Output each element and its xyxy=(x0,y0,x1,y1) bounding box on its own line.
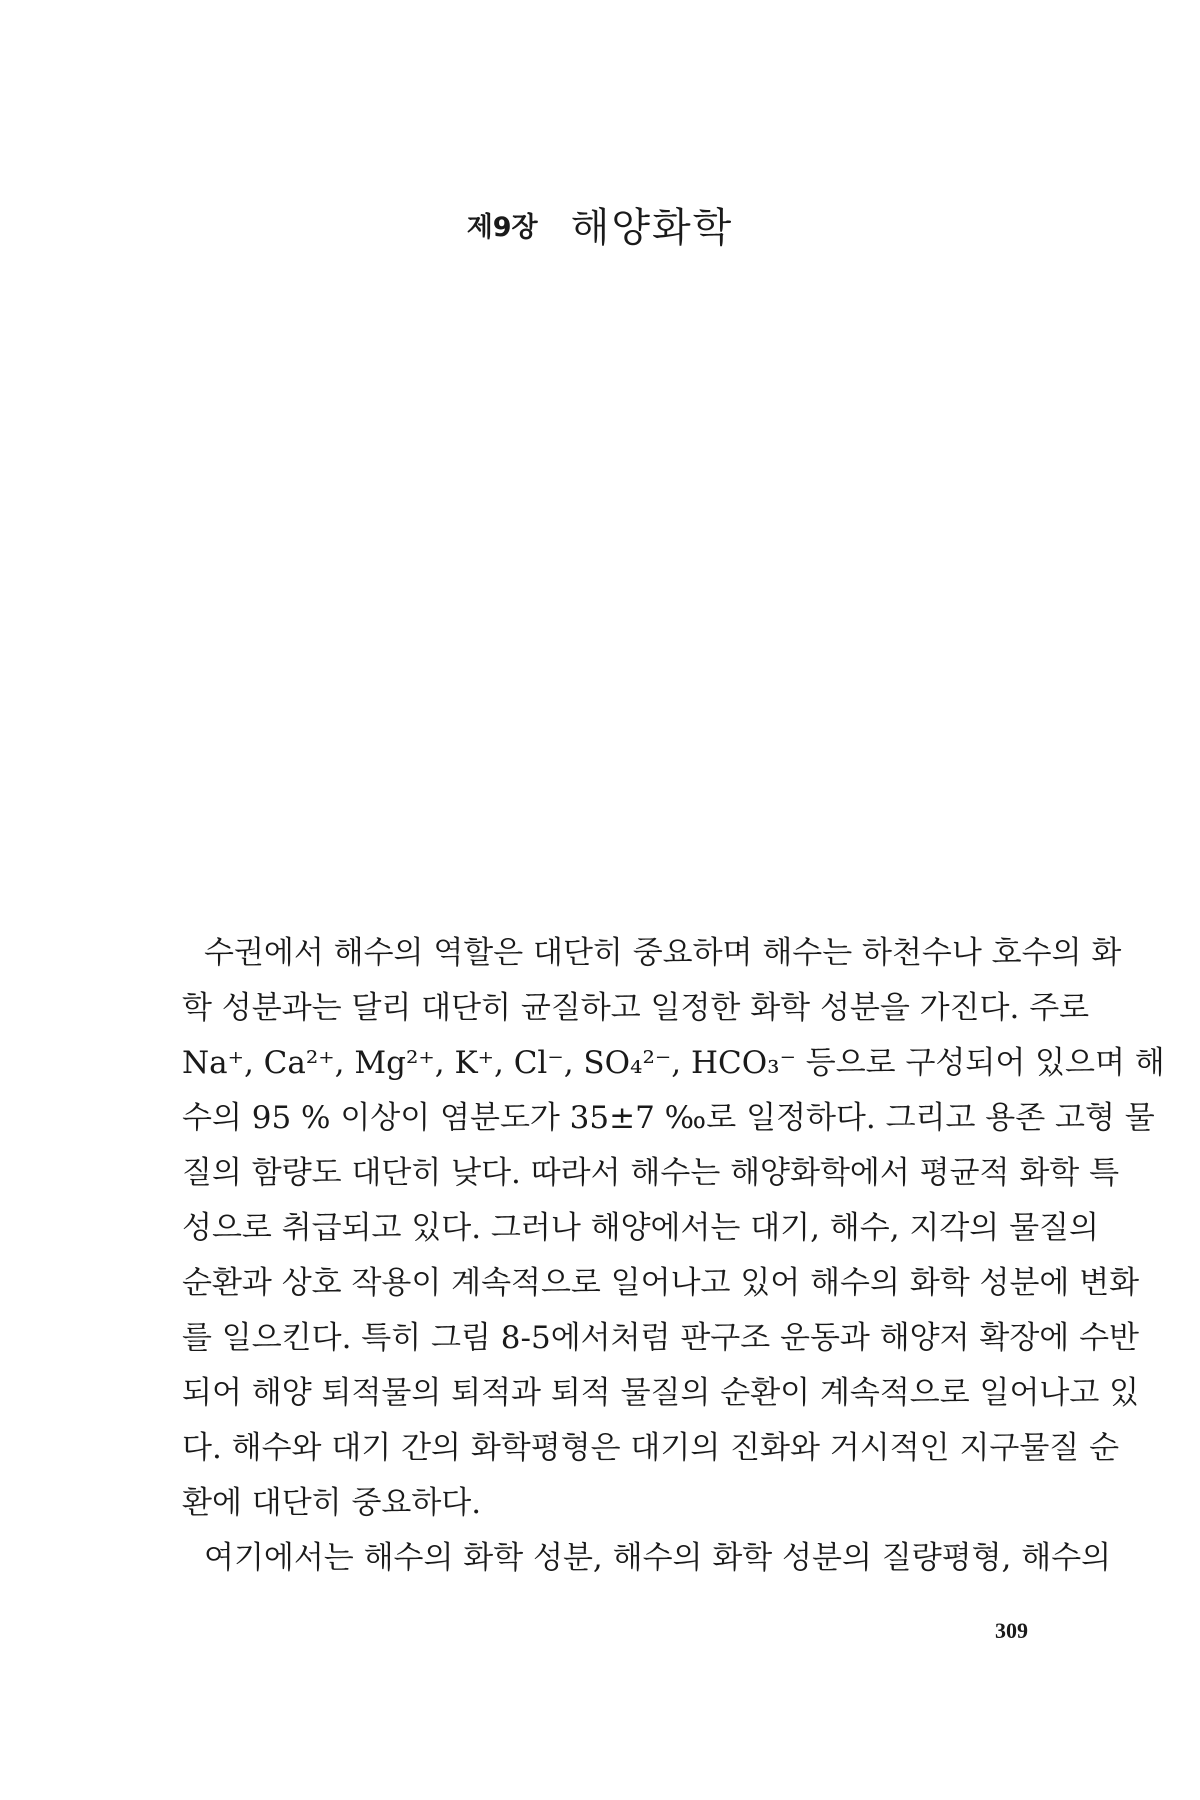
text-line: 질의 함량도 대단히 낮다. 따라서 해수는 해양화학에서 평균적 화학 특 xyxy=(182,1155,1120,1191)
text-line: 학 성분과는 달리 대단히 균질하고 일정한 화학 성분을 가진다. 주로 xyxy=(182,990,1090,1026)
text-line: 순환과 상호 작용이 계속적으로 일어나고 있어 해수의 화학 성분에 변화 xyxy=(182,1265,1140,1301)
text-line: 환에 대단히 중요하다. xyxy=(182,1485,482,1521)
chapter-number: 제9장 xyxy=(466,212,538,243)
text-line: 다. 해수와 대기 간의 화학평형은 대기의 진화와 거시적인 지구물질 순 xyxy=(182,1430,1120,1466)
chapter-heading xyxy=(0,196,1200,253)
body-text xyxy=(160,926,1165,1586)
text-line: 수권에서 해수의 역할은 대단히 중요하며 해수는 하천수나 호수의 화 xyxy=(204,935,1122,971)
paragraph-1 xyxy=(160,926,1165,1531)
text-line: 수의 95 % 이상이 염분도가 35±7 ‰로 일정하다. 그리고 용존 고형 물 xyxy=(182,1100,1155,1136)
chapter-title: 해양화학 xyxy=(570,205,734,251)
text-line: Na⁺, Ca²⁺, Mg²⁺, K⁺, Cl⁻, SO₄²⁻, HCO₃⁻ 등으로 구성되어 있으며 해 xyxy=(182,1045,1165,1081)
text-line: 여기에서는 해수의 화학 성분, 해수의 화학 성분의 질량평형, 해수의 xyxy=(204,1540,1112,1576)
text-line: 성으로 취급되고 있다. 그러나 해양에서는 대기, 해수, 지각의 물질의 xyxy=(182,1210,1099,1246)
paragraph-2 xyxy=(160,1531,1112,1586)
text-line: 를 일으킨다. 특히 그림 8-5에서처럼 판구조 운동과 해양저 확장에 수반 xyxy=(182,1320,1140,1356)
page-number: 309 xyxy=(995,1618,1028,1643)
text-line: 되어 해양 퇴적물의 퇴적과 퇴적 물질의 순환이 계속적으로 일어나고 있 xyxy=(182,1375,1140,1411)
